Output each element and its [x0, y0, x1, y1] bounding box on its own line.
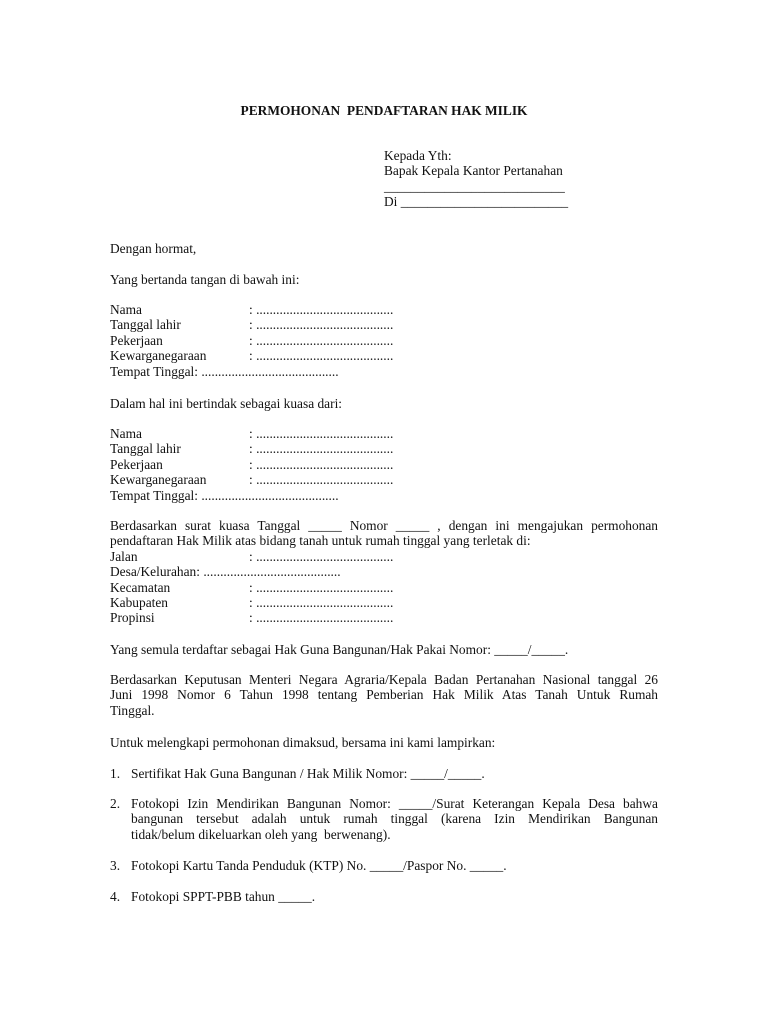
field-row: [110, 610, 658, 625]
attachments-list: [110, 766, 658, 781]
list-item: [110, 766, 658, 781]
field-label: Tanggal lahir: [110, 441, 181, 457]
address-line: Di _________________________: [384, 194, 569, 210]
item-number: 2.: [110, 796, 121, 811]
attachments-list: [110, 858, 658, 873]
field-value: : .........................................: [249, 548, 394, 564]
item-text: Fotokopi Kartu Tanda Penduduk (KTP) No. _____/Paspor No. _____.: [131, 858, 507, 873]
field-value: : .........................................: [249, 472, 394, 488]
address-line: ___________________________: [384, 178, 565, 194]
recipient-address: [384, 148, 568, 210]
item-text: Fotokopi SPPT-PBB tahun _____.: [131, 889, 316, 904]
document-title: PERMOHONAN PENDAFTARAN HAK MILIK: [240, 103, 528, 118]
previous-rights: Yang semula terdaftar sebagai Hak Guna Bangunan/Hak Pakai Nomor: _____/_____.: [110, 642, 569, 657]
field-value: : .........................................: [249, 441, 394, 457]
field-label: Pekerjaan: [110, 332, 163, 348]
field-row: [110, 364, 393, 379]
field-row: [110, 472, 393, 487]
principal-fields: [110, 426, 393, 503]
field-label: Kewarganegaraan: [110, 348, 207, 364]
item-number: 4.: [110, 889, 121, 904]
item-number: 1.: [110, 766, 121, 781]
field-row: [110, 488, 393, 503]
basis-line: Berdasarkan surat kuasa Tanggal _____ Nomor _____ , dengan ini mengajukan permohonan: [110, 518, 658, 533]
attachments-list: [110, 796, 658, 842]
salutation: Dengan hormat,: [110, 241, 197, 256]
field-row: [110, 302, 393, 317]
field-row: [110, 457, 393, 472]
document-page: [110, 0, 658, 1024]
decree-line: Juni 1998 Nomor 6 Tahun 1998 tentang Pemberian Hak Milik Atas Tanah Untuk Rumah: [110, 687, 658, 703]
decree-paragraph: [110, 672, 658, 718]
field-value: : .........................................: [249, 348, 394, 364]
item-text: tidak/belum dikeluarkan oleh yang berwenang).: [131, 826, 391, 842]
field-label: Desa/Kelurahan: [110, 564, 197, 580]
field-label: Nama: [110, 426, 142, 441]
list-item: [110, 796, 658, 842]
field-label: Kewarganegaraan: [110, 472, 207, 488]
decree-line: Tinggal.: [110, 702, 155, 718]
intro-text: Yang bertanda tangan di bawah ini:: [110, 272, 300, 287]
proxy-intro: Dalam hal ini bertindak sebagai kuasa dari:: [110, 396, 343, 411]
field-value: : .........................................: [194, 487, 339, 503]
attachments-list: [110, 889, 658, 904]
field-value: : .........................................: [249, 302, 394, 317]
field-row: [110, 348, 393, 363]
item-text: bangunan tersebut adalah untuk rumah tinggal (karena Izin Mendirikan Bangunan: [131, 811, 658, 827]
basis-paragraph: [110, 518, 658, 626]
field-label: Nama: [110, 302, 142, 317]
field-label: Propinsi: [110, 610, 155, 626]
field-label: Tempat Tinggal: [110, 363, 195, 379]
field-label: Jalan: [110, 548, 138, 564]
field-value: : .........................................: [249, 332, 394, 348]
list-item: [110, 889, 658, 904]
field-row: [110, 441, 393, 456]
field-label: Tempat Tinggal: [110, 487, 195, 503]
field-row: [110, 580, 658, 595]
field-label: Pekerjaan: [110, 456, 163, 472]
item-number: 3.: [110, 858, 121, 873]
field-row: [110, 549, 658, 564]
field-label: Kabupaten: [110, 594, 169, 610]
field-value: : .........................................: [249, 594, 394, 610]
decree-line: Berdasarkan Keputusan Menteri Negara Agraria/Kepala Badan Pertanahan Nasional tanggal 26: [110, 672, 658, 687]
field-value: : .........................................: [249, 579, 394, 595]
applicant-fields: [110, 302, 393, 379]
address-line: Kepada Yth:: [384, 148, 452, 163]
field-value: : .........................................: [249, 610, 394, 626]
list-item: [110, 858, 658, 873]
field-label: Tanggal lahir: [110, 317, 181, 333]
attachments-intro: Untuk melengkapi permohonan dimaksud, bersama ini kami lampirkan:: [110, 735, 496, 750]
field-value: : .........................................: [249, 426, 394, 441]
field-label: Kecamatan: [110, 579, 171, 595]
address-line: Bapak Kepala Kantor Pertanahan: [384, 163, 563, 179]
field-row: [110, 426, 393, 441]
field-value: : .........................................: [194, 363, 339, 379]
basis-line: pendaftaran Hak Milik atas bidang tanah untuk rumah tinggal yang terletak di:: [110, 533, 531, 549]
field-value: : .........................................: [196, 564, 341, 580]
field-row: [110, 595, 658, 610]
field-value: : .........................................: [249, 456, 394, 472]
item-text: Fotokopi Izin Mendirikan Bangunan Nomor: _____/Surat Keterangan Kepala Desa bahwa: [131, 796, 658, 811]
field-row: [110, 317, 393, 332]
item-text: Sertifikat Hak Guna Bangunan / Hak Milik Nomor: _____/_____.: [131, 766, 485, 781]
field-value: : .........................................: [249, 317, 394, 333]
field-row: [110, 564, 658, 579]
field-row: [110, 333, 393, 348]
